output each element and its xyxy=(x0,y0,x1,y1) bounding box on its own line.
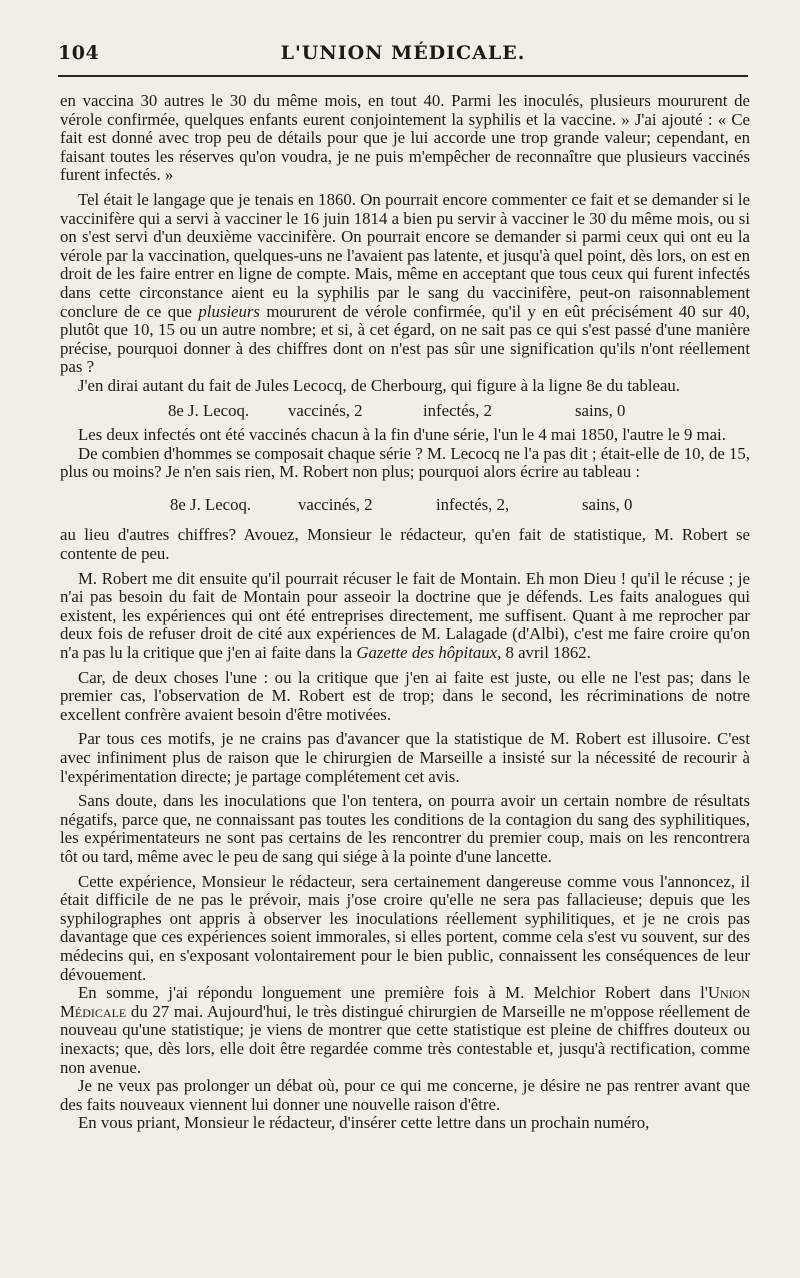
running-title: L'UNION MÉDICALE. xyxy=(280,42,526,64)
paragraph: Sans doute, dans les inoculations que l'on tentera, on pourra avoir un certain nombre de résultats négatifs, parce que, ne connaissant pas toutes les conditions de la contagion du sang des syphilitiques, les expérimentateurs ne sont pas certains de les rencontrer du premier coup, mais on les rencontrera tôt ou tard, même avec le peu de sang qui siége à la pointe d'une lancette. xyxy=(60,791,750,866)
table-cell-vaccines: vaccinés, 2 xyxy=(288,400,363,420)
table-cell-name: 8e J. Lecoq. xyxy=(168,400,250,420)
article-body xyxy=(60,92,750,1133)
header-rule xyxy=(58,75,748,77)
italic-title: Gazette des hôpitaux, xyxy=(356,643,502,663)
page-header xyxy=(58,36,748,76)
paragraph: Les deux infectés ont été vaccinés chacun à la fin d'une série, l'un le 4 mai 1850, l'autre le 9 mai. xyxy=(78,425,726,445)
paragraph: Car, de deux choses l'une : ou la critique que j'en ai faite est juste, ou elle ne l'est pas; dans le premier cas, l'observation de M. Robert est de trop; dans le second, les récriminations de notre excellent confrère avaient besoin d'être motivées. xyxy=(60,667,750,724)
paragraph: J'en dirai autant du fait de Jules Lecocq, de Cherbourg, qui figure à la ligne 8e du tableau. xyxy=(78,375,680,395)
italic-word: plusieurs xyxy=(198,301,260,321)
table-cell-name: 8e J. Lecoq. xyxy=(170,494,252,514)
paragraph: au lieu d'autres chiffres? Avouez, Monsieur le rédacteur, qu'en fait de statistique, M. Robert se contente de peu. xyxy=(60,525,750,564)
paragraph: Je ne veux pas prolonger un débat où, pour ce qui me concerne, je désire ne pas rentrer avant que des faits nouveaux viennent lui donner une nouvelle raison d'être. xyxy=(60,1076,750,1114)
table-row xyxy=(60,496,750,515)
paragraph xyxy=(60,191,750,377)
table-cell-infectes: infectés, 2, xyxy=(436,494,510,514)
text-run: En somme, j'ai répondu longuement une première fois à M. Melchior Robert dans l' xyxy=(78,983,708,1003)
paragraph: Cette expérience, Monsieur le rédacteur, sera certainement dangereuse comme vous l'annoncez, il était difficile de ne pas le prévoir, mais j'ose croire qu'elle ne sera pas fallacieuse; depuis que les syphilographes ont appris à observer les inoculations réellement syphilitiques, et je ne crois pas davantage que ces expériences soient immorales, si elles portent, comme cela s'est vu souvent, sur des médecins qui, en s'exposant volontairement pour le bien public, connaissent les conséquences de leur dévouement. xyxy=(60,871,750,984)
paragraph: De combien d'hommes se composait chaque série ? M. Lecocq ne l'a pas dit ; était-elle de 10, de 15, plus ou moins? Je n'en sais rien, M. Robert non plus; pourquoi alors écrire au tableau : xyxy=(60,443,750,482)
text-run: Tel était le langage que je tenais en 1860. On pourrait encore commenter ce fait et se demander si le vaccinifère qui a servi à vacciner le 16 juin 1814 a bien pu servir à vacciner le 30 du même mois, ou si on s'est servi d'un deuxième vaccinifère. On pourrait encore se demander si parmi ceux qui ont eu la vérole par la vaccination, quelques-uns ne l'avaient pas latente, et jusqu'à quel point, dès lors, on est en droit de les faire entrer en ligne de compte. Mais, même en acceptant que tous ceux qui furent infectés dans cette circonstance aient eu la syphilis par le sang du vaccinifère, peut-on raisonnablement conclure de ce que xyxy=(60,189,750,321)
text-run: du 27 mai. Aujourd'hui, le très distingué chirurgien de Marseille ne m'oppose réellement de nouveau qu'une statistique; je viens de montrer que cette statistique est pleine de chiffres douteux ou inexacts; que, dès lors, elle doit être regardée comme très contestable et, jusqu'à rectification, comme non avenue. xyxy=(60,1001,750,1077)
table-cell-infectes: infectés, 2 xyxy=(423,400,492,420)
text-run: M. Robert me dit ensuite qu'il pourrait récuser le fait de Montain. Eh mon Dieu ! qu'il le récuse ; je n'ai pas besoin du fait de Montain pour asseoir la doctrine que je défends. Les faits analogues qui existent, les expériences qui ont été entreprises directement, me suffisent. Quant à me reprocher par deux fois de refuser droit de cité aux expériences de M. Lalagade (d'Albi), c'est me faire croire qu'on n'a pas lu la critique que j'en ai faite dans la xyxy=(60,568,750,663)
page-number: 104 xyxy=(58,42,100,64)
table-row xyxy=(60,402,750,421)
journal-name: Union Médicale xyxy=(60,983,750,1021)
table-cell-sains: sains, 0 xyxy=(575,400,626,420)
paragraph: Par tous ces motifs, je ne crains pas d'avancer que la statistique de M. Robert est illusoire. C'est avec infiniment plus de raison que le chirurgien de Marseille a insisté sur la nécessité de recourir à l'expérimentation directe; je partage complétement cet avis. xyxy=(60,729,750,786)
text-run: 8 avril 1862. xyxy=(505,643,591,663)
paragraph: En vous priant, Monsieur le rédacteur, d'insérer cette lettre dans un prochain numéro, xyxy=(78,1113,650,1133)
paragraph xyxy=(60,570,750,663)
table-cell-sains: sains, 0 xyxy=(582,494,633,514)
paragraph xyxy=(60,984,750,1077)
text-run: moururent de vérole confirmée, qu'il y en eût précisément 40 sur 40, plutôt que 10, 15 ou un autre nombre; et si, à cet égard, on ne sait pas ce qui s'est passé d'une manière précise, pourquoi donner à des chiffres dont on n'est pas sûr une signification qu'ils n'ont réellement pas ? xyxy=(60,301,751,377)
table-cell-vaccines: vaccinés, 2 xyxy=(298,494,373,514)
paragraph: en vaccina 30 autres le 30 du même mois, en tout 40. Parmi les inoculés, plusieurs moururent de vérole confirmée, quelques enfants eurent conjointement la syphilis et la vaccine. » J'ai ajouté : « Ce fait est donné avec trop peu de détails pour que je lui accorde une trop grande valeur; cependant, en faisant toutes les réserves qu'on voudra, je ne puis m'empêcher de reconnaître que plusieurs vaccinés furent infectés. » xyxy=(60,91,750,185)
